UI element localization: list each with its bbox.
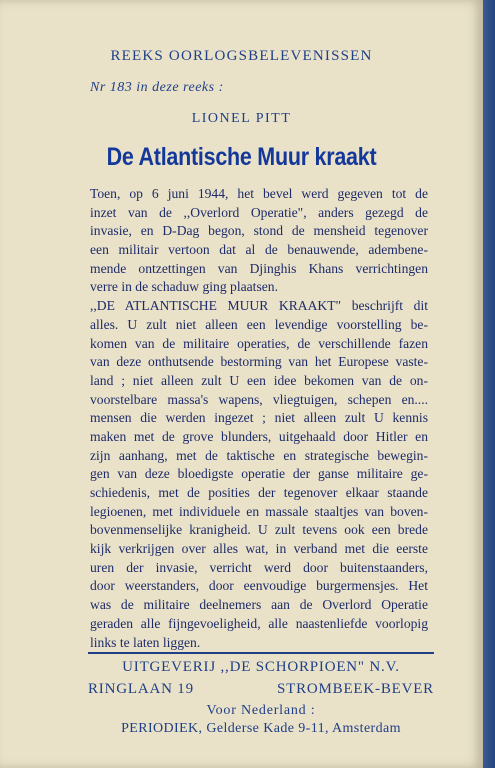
blurb-line: bovenmenselijke kranigheid. U zult tevens ook een brede: [90, 522, 428, 538]
series-title: REEKS OORLOGSBELEVENISSEN: [110, 48, 373, 64]
blurb-line: komen van de militaire operaties, de verschillende fazen: [90, 335, 428, 351]
author-name: LIONEL PITT: [191, 111, 292, 126]
publisher-nl-address-row: [88, 721, 434, 743]
publisher-town: STROMBEEK-BEVER: [276, 681, 434, 697]
blurb-line: gen van deze bloedigste operatie der ganse militaire ge-: [90, 466, 428, 482]
publisher-name-row: [88, 659, 434, 681]
blurb-line: zijn aanhang, met de taktische en strategische bewegin-: [90, 447, 428, 463]
divider-rule: [88, 652, 434, 654]
publisher-nl-address: PERIODIEK, Gelderse Kade 9-11, Amsterdam: [121, 721, 401, 736]
blurb-line: door weerstanders, door eenvoudige burgermensjes. Het: [90, 578, 428, 594]
blurb-line: ,,DE ATLANTISCHE MUUR KRAAKT" beschrijft dit: [90, 298, 428, 314]
blurb-line: van deze onthutsende bestorming van het Europese vaste-: [90, 354, 428, 370]
blurb-line: inzet van de ,,Overlord Operatie", anders gezegd de: [90, 204, 428, 220]
blurb-line: schiedenis, met de posities der tegenover elkaar staande: [90, 485, 428, 500]
blurb-line: alles. U zult niet alleen een levendige voorstelling be-: [90, 316, 428, 332]
series-number: Nr 183 in deze reeks :: [90, 80, 224, 95]
publisher-address-row: [88, 681, 434, 703]
publisher-street: RINGLAAN 19: [88, 681, 194, 697]
blurb-line: mensen die werden ingezet ; niet alleen zult U kennis: [90, 410, 428, 426]
blurb-line: mende ontzettingen van Djinghis Khans verrichtingen: [90, 260, 428, 276]
publisher-name: UITGEVERIJ ,,DE SCHORPIOEN" N.V.: [122, 659, 400, 675]
blurb-line: legioenen, met individuele en massale staaltjes van boven-: [90, 503, 428, 519]
blurb-line: kijk verkrijgen over alles wat, in verband met die eerste: [90, 541, 428, 557]
blurb-line: voorstelbare massa's wapens, vliegtuigen, schepen en....: [90, 391, 428, 407]
blurb-line: Toen, op 6 juni 1944, het bevel werd gegeven tot de: [90, 186, 428, 201]
blurb-line: verre in de schaduw ging plaatsen.: [90, 279, 278, 295]
blurb-line: links te laten liggen.: [90, 634, 201, 650]
book-title: De Atlantische Muur kraakt: [106, 143, 377, 171]
blurb-text: [90, 185, 428, 652]
blurb-line: uren der invasie, verricht werd door buitenstaanders,: [90, 559, 428, 575]
blurb-line: een militair vertoon dat al de benauwende, adembene-: [90, 242, 428, 258]
blurb-line: maken met de grove blunders, uitgehaald door Hitler en: [90, 428, 428, 444]
blurb-line: geraden alle fijngevoeligheid, alle naastenliefde voorlopig: [90, 615, 428, 631]
blurb-line: land ; niet alleen zult U een idee bekomen van de on-: [90, 372, 428, 388]
cover-edge: [483, 0, 495, 768]
blurb-line: was de militaire deelnemers aan de Overlord Operatie: [90, 597, 428, 613]
publisher-nl-label: Voor Nederland :: [206, 703, 316, 718]
blurb-line: invasie, en D-Dag begon, stond de mensheid tegenover: [90, 223, 428, 239]
